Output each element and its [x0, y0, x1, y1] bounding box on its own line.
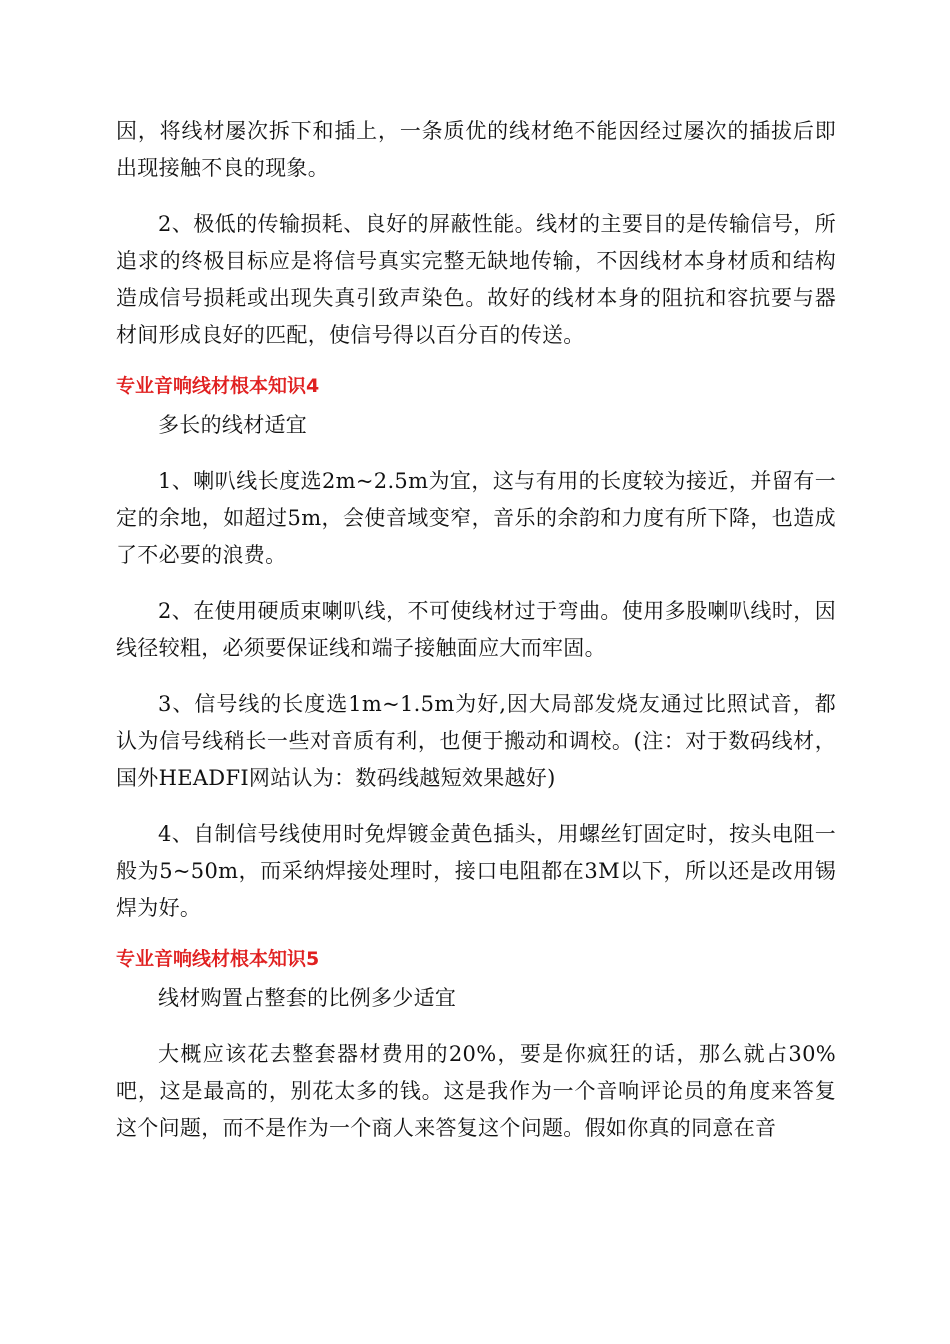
- section-5-subtitle: 线材购置占整套的比例多少适宜: [158, 986, 457, 1010]
- section-5-body: 大概应该花去整套器材费用的20%，要是你疯狂的话，那么就占30%吧，这是最高的，别花太多的钱。这是我作为一个音响评论员的角度来答复这个问题，而不是作为一个商人来答复这个问题。假如你真的同意在音: [116, 1042, 836, 1140]
- section-4-heading: 专业音响线材根本知识4: [116, 375, 320, 397]
- paragraph-item-2: 2、极低的传输损耗、良好的屏蔽性能。线材的主要目的是传输信号，所追求的终极目标应是将信号真实完整无缺地传输，不因线材本身材质和结构造成信号损耗或出现失真引致声染色。故好的线材本身的阻抗和容抗要与器材间形成良好的匹配，使信号得以百分百的传送。: [116, 212, 836, 347]
- document-body: [116, 113, 836, 1147]
- section-4-item-4: 4、自制信号线使用时免焊镀金黄色插头，用螺丝钉固定时，按头电阻一般为5~50m，而采纳焊接处理时，接口电阻都在3M以下，所以还是改用锡焊为好。: [116, 822, 836, 920]
- section-5-heading: 专业音响线材根本知识5: [116, 948, 320, 970]
- paragraph-continuation: 因，将线材屡次拆下和插上，一条质优的线材绝不能因经过屡次的插拔后即出现接触不良的现象。: [116, 119, 836, 180]
- section-4-item-1: 1、喇叭线长度选2m~2.5m为宜，这与有用的长度较为接近，并留有一定的余地，如超过5m，会使音域变窄，音乐的余韵和力度有所下降，也造成了不必要的浪费。: [116, 469, 836, 567]
- section-4-item-2: 2、在使用硬质束喇叭线，不可使线材过于弯曲。使用多股喇叭线时，因线径较粗，必须要保证线和端子接触面应大而牢固。: [116, 599, 836, 660]
- section-4-item-3: 3、信号线的长度选1m~1.5m为好,因大局部发烧友通过比照试音，都认为信号线稍长一些对音质有利，也便于搬动和调校。(注：对于数码线材，国外HEADFI网站认为：数码线越短效果越好): [116, 692, 836, 790]
- section-4-subtitle: 多长的线材适宜: [158, 413, 308, 437]
